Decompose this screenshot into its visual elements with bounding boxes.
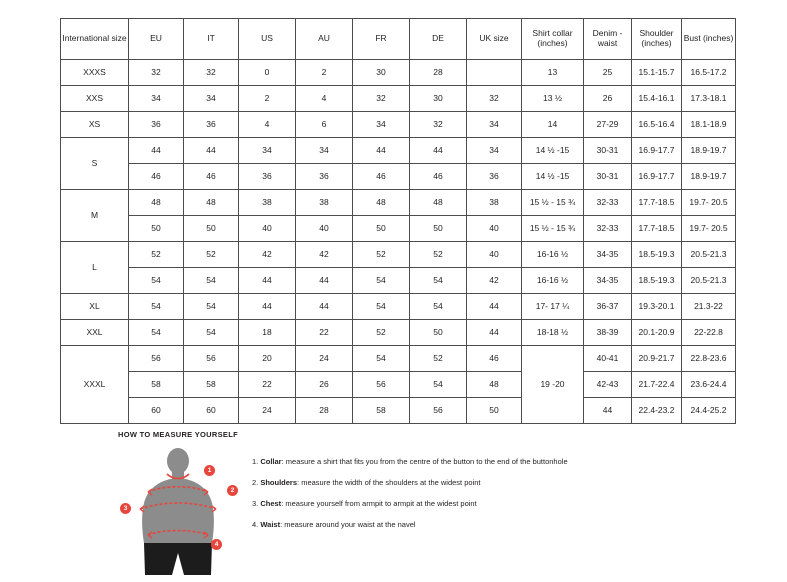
cell-eu: 52 (129, 242, 184, 268)
table-row (61, 242, 736, 268)
cell-au: 2 (296, 60, 353, 86)
cell-eu: 36 (129, 112, 184, 138)
marker-4-waist: 4 (211, 539, 222, 550)
cell-shoulder: 18.5-19.3 (632, 268, 682, 294)
cell-eu: 46 (129, 164, 184, 190)
cell-de: 50 (410, 320, 467, 346)
cell-shoulder: 16.5-16.4 (632, 112, 682, 138)
cell-us: 2 (239, 86, 296, 112)
cell-au: 44 (296, 294, 353, 320)
cell-it: 32 (184, 60, 239, 86)
how-to-measure-body (118, 447, 758, 577)
cell-uk: 40 (467, 216, 522, 242)
table-row (61, 398, 736, 424)
size-chart-table (60, 18, 736, 424)
step-waist (252, 520, 758, 530)
marker-1-collar: 1 (204, 465, 215, 476)
cell-eu: 34 (129, 86, 184, 112)
cell-it: 60 (184, 398, 239, 424)
step-chest (252, 499, 758, 509)
table-row (61, 294, 736, 320)
cell-it: 54 (184, 294, 239, 320)
cell-eu: 54 (129, 294, 184, 320)
cell-it: 58 (184, 372, 239, 398)
cell-de: 54 (410, 372, 467, 398)
cell-eu: 32 (129, 60, 184, 86)
table-row (61, 138, 736, 164)
cell-denim: 44 (584, 398, 632, 424)
cell-bust: 20.5-21.3 (682, 268, 736, 294)
cell-fr: 44 (353, 138, 410, 164)
cell-au: 34 (296, 138, 353, 164)
cell-fr: 34 (353, 112, 410, 138)
cell-collar: 14 ½ -15 (522, 164, 584, 190)
cell-us: 38 (239, 190, 296, 216)
cell-de: 54 (410, 268, 467, 294)
column-header-eu: EU (129, 19, 184, 60)
step-dot: . (256, 499, 261, 509)
marker-2-shoulders: 2 (227, 485, 238, 496)
cell-international-size: L (61, 242, 129, 294)
cell-au: 42 (296, 242, 353, 268)
cell-uk (467, 60, 522, 86)
cell-de: 54 (410, 294, 467, 320)
cell-eu: 44 (129, 138, 184, 164)
cell-uk: 48 (467, 372, 522, 398)
cell-bust: 18.9-19.7 (682, 138, 736, 164)
cell-it: 44 (184, 138, 239, 164)
cell-collar: 17- 17 ¼ (522, 294, 584, 320)
step-number: 1 (252, 457, 257, 466)
cell-bust: 19.7- 20.5 (682, 190, 736, 216)
cell-fr: 48 (353, 190, 410, 216)
cell-denim: 30-31 (584, 164, 632, 190)
step-label: Shoulders (260, 478, 298, 488)
cell-uk: 36 (467, 164, 522, 190)
step-text: : measure yourself from armpit to armpit at the widest point (281, 499, 477, 509)
cell-denim: 34-35 (584, 268, 632, 294)
cell-us: 0 (239, 60, 296, 86)
cell-shoulder: 15.4-16.1 (632, 86, 682, 112)
column-header-us: US (239, 19, 296, 60)
cell-au: 38 (296, 190, 353, 216)
cell-international-size: XXXL (61, 346, 129, 424)
cell-international-size: XXS (61, 86, 129, 112)
cell-de: 28 (410, 60, 467, 86)
cell-de: 56 (410, 398, 467, 424)
cell-shoulder: 22.4-23.2 (632, 398, 682, 424)
cell-fr: 50 (353, 216, 410, 242)
cell-au: 22 (296, 320, 353, 346)
cell-collar: 16-16 ½ (522, 268, 584, 294)
cell-shoulder: 17.7-18.5 (632, 216, 682, 242)
torso-diagram (118, 447, 238, 577)
cell-bust: 23.6-24.4 (682, 372, 736, 398)
cell-us: 34 (239, 138, 296, 164)
cell-fr: 54 (353, 346, 410, 372)
cell-uk: 44 (467, 320, 522, 346)
cell-it: 34 (184, 86, 239, 112)
cell-denim: 30-31 (584, 138, 632, 164)
cell-uk: 34 (467, 138, 522, 164)
cell-eu: 54 (129, 268, 184, 294)
cell-collar: 19 -20 (522, 346, 584, 424)
cell-uk: 40 (467, 242, 522, 268)
cell-bust: 20.5-21.3 (682, 242, 736, 268)
cell-bust: 18.1-18.9 (682, 112, 736, 138)
cell-fr: 58 (353, 398, 410, 424)
cell-international-size: XL (61, 294, 129, 320)
column-header-shoulder: Shoulder (inches) (632, 19, 682, 60)
cell-uk: 46 (467, 346, 522, 372)
cell-bust: 21.3-22 (682, 294, 736, 320)
step-collar (252, 457, 758, 467)
cell-au: 36 (296, 164, 353, 190)
cell-shoulder: 16.9-17.7 (632, 138, 682, 164)
column-header-au: AU (296, 19, 353, 60)
column-header-de: DE (410, 19, 467, 60)
cell-international-size: XXXS (61, 60, 129, 86)
cell-au: 26 (296, 372, 353, 398)
cell-shoulder: 18.5-19.3 (632, 242, 682, 268)
table-header-row (61, 19, 736, 60)
step-label: Collar (260, 457, 282, 466)
table-row (61, 164, 736, 190)
cell-uk: 42 (467, 268, 522, 294)
cell-collar: 15 ½ - 15 ¾ (522, 190, 584, 216)
table-row (61, 216, 736, 242)
step-label: Waist (260, 520, 281, 530)
step-text: : measure a shirt that fits you from the centre of the button to the end of the buttonhole (281, 457, 568, 466)
cell-shoulder: 20.1-20.9 (632, 320, 682, 346)
cell-fr: 30 (353, 60, 410, 86)
cell-it: 36 (184, 112, 239, 138)
step-label: Chest (260, 499, 282, 509)
cell-au: 28 (296, 398, 353, 424)
cell-de: 52 (410, 346, 467, 372)
cell-fr: 54 (353, 294, 410, 320)
cell-eu: 54 (129, 320, 184, 346)
table-row (61, 112, 736, 138)
cell-denim: 32-33 (584, 216, 632, 242)
column-header-denim-waist: Denim - waist (584, 19, 632, 60)
cell-de: 48 (410, 190, 467, 216)
how-to-measure-section (118, 430, 758, 577)
marker-3-chest: 3 (120, 503, 131, 514)
cell-au: 44 (296, 268, 353, 294)
cell-shoulder: 21.7-22.4 (632, 372, 682, 398)
cell-fr: 32 (353, 86, 410, 112)
cell-eu: 56 (129, 346, 184, 372)
table-row (61, 320, 736, 346)
cell-de: 52 (410, 242, 467, 268)
step-number: 3 (252, 499, 257, 509)
cell-us: 18 (239, 320, 296, 346)
cell-denim: 40-41 (584, 346, 632, 372)
column-header-shirt-collar: Shirt collar (inches) (522, 19, 584, 60)
cell-uk: 44 (467, 294, 522, 320)
step-text: : measure the width of the shoulders at the widest point (297, 478, 481, 488)
column-header-fr: FR (353, 19, 410, 60)
cell-denim: 36-37 (584, 294, 632, 320)
cell-it: 54 (184, 268, 239, 294)
step-text: : measure around your waist at the navel (280, 520, 416, 530)
cell-international-size: XXL (61, 320, 129, 346)
cell-shoulder: 15.1-15.7 (632, 60, 682, 86)
cell-denim: 42-43 (584, 372, 632, 398)
table-row (61, 60, 736, 86)
cell-fr: 56 (353, 372, 410, 398)
cell-fr: 52 (353, 242, 410, 268)
cell-shoulder: 19.3-20.1 (632, 294, 682, 320)
cell-fr: 54 (353, 268, 410, 294)
cell-bust: 16.5-17.2 (682, 60, 736, 86)
cell-shoulder: 20.9-21.7 (632, 346, 682, 372)
column-header-international-size: International size (61, 19, 129, 60)
cell-de: 30 (410, 86, 467, 112)
cell-us: 44 (239, 294, 296, 320)
column-header-bust: Bust (inches) (682, 19, 736, 60)
cell-eu: 48 (129, 190, 184, 216)
step-dot: . (256, 457, 261, 466)
table-body (61, 60, 736, 424)
cell-bust: 24.4-25.2 (682, 398, 736, 424)
cell-au: 6 (296, 112, 353, 138)
column-header-it: IT (184, 19, 239, 60)
cell-fr: 46 (353, 164, 410, 190)
cell-international-size: XS (61, 112, 129, 138)
table-row (61, 86, 736, 112)
cell-international-size: M (61, 190, 129, 242)
table-row (61, 346, 736, 372)
measurement-steps (252, 457, 758, 542)
cell-eu: 58 (129, 372, 184, 398)
step-shoulders (252, 478, 758, 488)
cell-de: 50 (410, 216, 467, 242)
cell-us: 44 (239, 268, 296, 294)
cell-bust: 22.8-23.6 (682, 346, 736, 372)
table-row (61, 268, 736, 294)
cell-collar: 15 ½ - 15 ¾ (522, 216, 584, 242)
cell-it: 54 (184, 320, 239, 346)
cell-bust: 17.3-18.1 (682, 86, 736, 112)
cell-au: 4 (296, 86, 353, 112)
cell-us: 20 (239, 346, 296, 372)
cell-denim: 34-35 (584, 242, 632, 268)
cell-collar: 16-16 ½ (522, 242, 584, 268)
cell-us: 42 (239, 242, 296, 268)
cell-bust: 18.9-19.7 (682, 164, 736, 190)
cell-us: 22 (239, 372, 296, 398)
step-dot: . (256, 520, 261, 530)
cell-au: 40 (296, 216, 353, 242)
cell-it: 48 (184, 190, 239, 216)
step-number: 4 (252, 520, 257, 530)
cell-it: 52 (184, 242, 239, 268)
cell-denim: 25 (584, 60, 632, 86)
body-figure-icon (118, 447, 238, 577)
cell-collar: 13 (522, 60, 584, 86)
cell-collar: 14 (522, 112, 584, 138)
cell-it: 56 (184, 346, 239, 372)
cell-uk: 38 (467, 190, 522, 216)
cell-de: 32 (410, 112, 467, 138)
cell-international-size: S (61, 138, 129, 190)
how-to-measure-title: HOW TO MEASURE YOURSELF (118, 430, 238, 439)
cell-eu: 50 (129, 216, 184, 242)
cell-us: 4 (239, 112, 296, 138)
cell-au: 24 (296, 346, 353, 372)
cell-denim: 27-29 (584, 112, 632, 138)
cell-us: 40 (239, 216, 296, 242)
cell-fr: 52 (353, 320, 410, 346)
step-dot: . (256, 478, 261, 488)
cell-collar: 18-18 ½ (522, 320, 584, 346)
cell-uk: 34 (467, 112, 522, 138)
cell-it: 50 (184, 216, 239, 242)
cell-us: 24 (239, 398, 296, 424)
cell-collar: 13 ½ (522, 86, 584, 112)
cell-eu: 60 (129, 398, 184, 424)
cell-shoulder: 16.9-17.7 (632, 164, 682, 190)
cell-denim: 38-39 (584, 320, 632, 346)
table-row (61, 372, 736, 398)
cell-de: 44 (410, 138, 467, 164)
table-row (61, 190, 736, 216)
cell-collar: 14 ½ -15 (522, 138, 584, 164)
cell-denim: 32-33 (584, 190, 632, 216)
cell-de: 46 (410, 164, 467, 190)
cell-bust: 22-22.8 (682, 320, 736, 346)
cell-uk: 32 (467, 86, 522, 112)
step-number: 2 (252, 478, 257, 488)
cell-uk: 50 (467, 398, 522, 424)
cell-bust: 19.7- 20.5 (682, 216, 736, 242)
column-header-uk-size: UK size (467, 19, 522, 60)
cell-it: 46 (184, 164, 239, 190)
cell-shoulder: 17.7-18.5 (632, 190, 682, 216)
cell-denim: 26 (584, 86, 632, 112)
cell-us: 36 (239, 164, 296, 190)
